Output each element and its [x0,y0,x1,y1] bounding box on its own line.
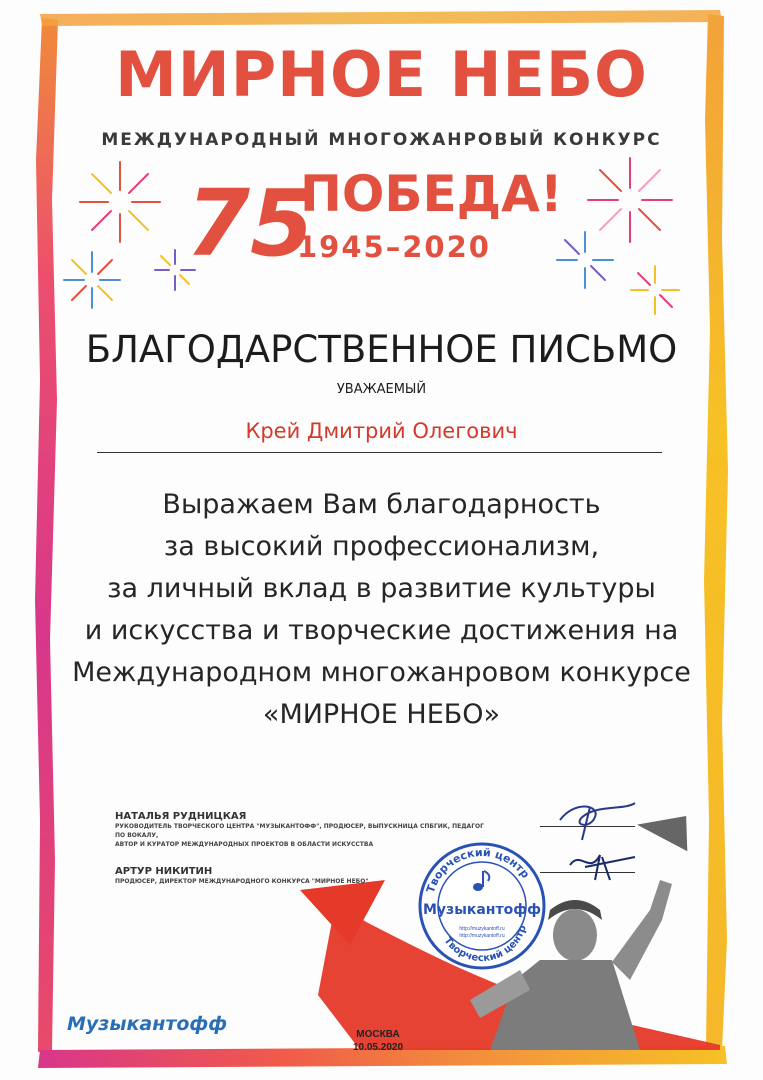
footer-date: 10.05.2020 [352,1042,404,1053]
victory-heading: ПОБЕДА! [300,165,563,223]
victory-years: 1945–2020 [297,230,491,264]
recipient-name: Крей Дмитрий Олегович [245,419,518,443]
gratitude-line: Международном многожанровом конкурсе [72,657,691,688]
signatory-role: ПРОДЮСЕР, ДИРЕКТОР МЕЖДУНАРОДНОГО КОНКУРСА "МИРНОЕ НЕБО" [115,878,369,885]
stamp-center-text: Музыкантофф [423,902,541,918]
signatory-role: РУКОВОДИТЕЛЬ ТВОРЧЕСКОГО ЦЕНТРА "МУЗЫКАНТОФФ", ПРОДЮСЕР, ВЫПУСКНИЦА СПБГИК, ПЕДАГОГ ПО ВОКАЛУ, [115,823,484,839]
signatory-name: АРТУР НИКИТИН [115,866,213,877]
signatory-name: НАТАЛЬЯ РУДНИЦКАЯ [115,811,247,822]
gratitude-text [0,484,763,736]
footer-city: МОСКВА [356,1029,400,1040]
document-type-title: БЛАГОДАРСТВЕННОЕ ПИСЬМО [85,328,678,371]
gratitude-line: «МИРНОЕ НЕБО» [262,699,501,730]
salutation: УВАЖАЕМЫЙ [336,382,427,397]
signature-icon [540,795,650,890]
gratitude-line: и искусства и творческие достижения на [84,615,679,646]
anniversary-number: 75 [186,170,315,277]
gratitude-line: за личный вклад в развитие культуры [107,573,656,604]
stamp-arc-text-bottom: Творческий центр [441,923,529,965]
event-subtitle: МЕЖДУНАРОДНЫЙ МНОГОЖАНРОВЫЙ КОНКУРС [101,130,662,150]
gratitude-line: за высокий профессионализм, [163,531,600,562]
stamp-arc-text: Творческий центр [423,845,533,895]
signatory-role: АВТОР И КУРАТОР МЕЖДУНАРОДНЫХ ПРОЕКТОВ В ОБЛАСТИ ИСКУССТВА [115,841,374,848]
stamp-site: http://muzykantoff.ru [459,933,505,939]
event-title: МИРНОЕ НЕБО [115,38,648,111]
gratitude-line: Выражаем Вам благодарность [162,489,601,520]
organization-stamp [412,836,552,976]
stamp-site: http://muzykantoff.ru [459,926,505,932]
anniversary-75-emblem [180,163,315,277]
brand-logo: Музыкантофф [67,1013,228,1035]
recipient-underline [97,452,662,453]
